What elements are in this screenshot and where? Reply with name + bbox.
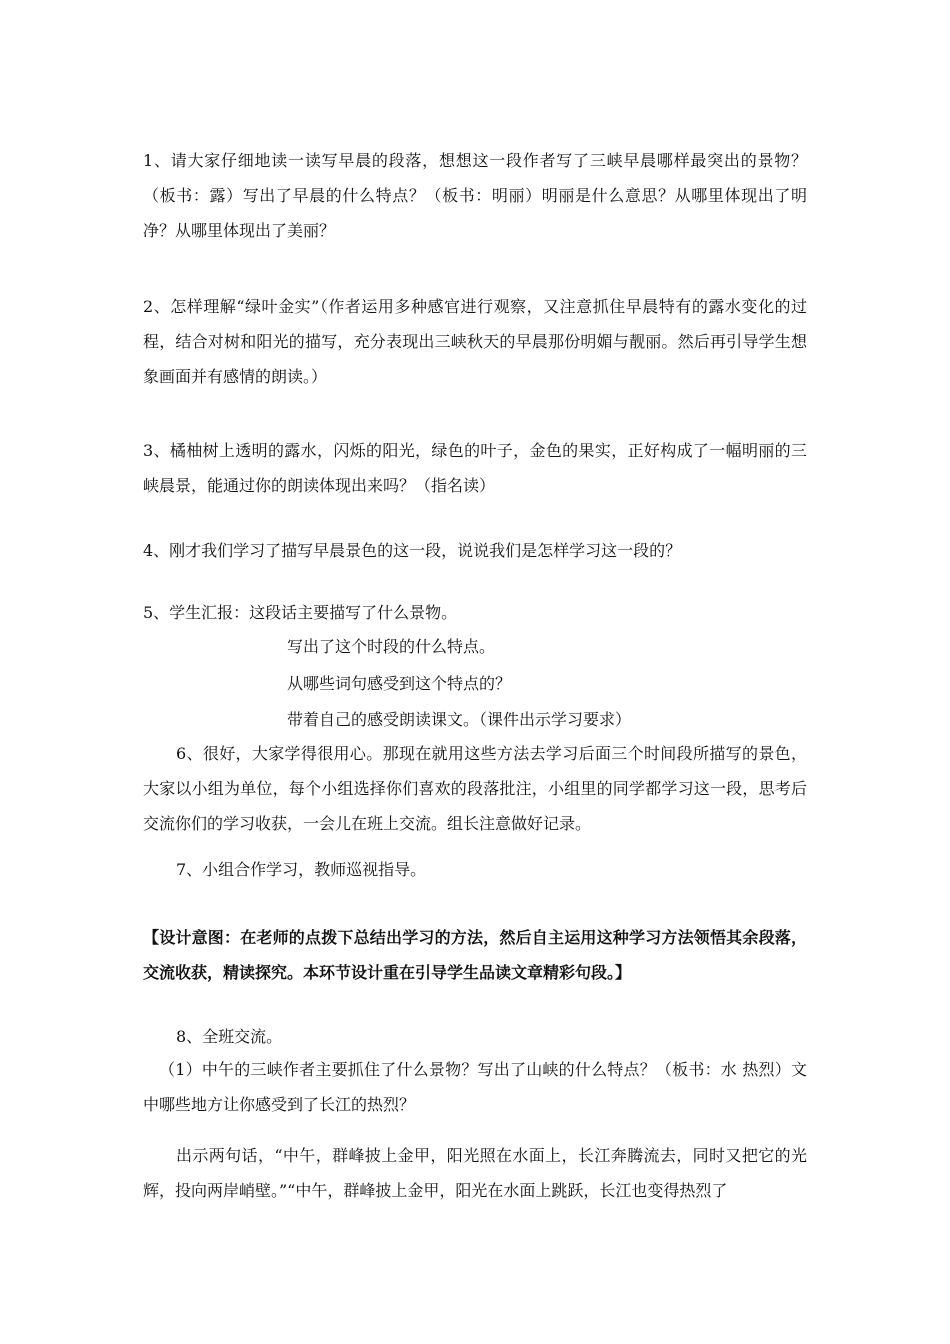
design-intent: 【设计意图：在老师的点拨下总结出学习的方法，然后自主运用这种学习方法领悟其余段落，交流收获，精读探究。本环节设计重在引导学生品读文章精彩句段。】 <box>143 928 807 982</box>
paragraph-8: 8、全班交流。 <box>176 1027 283 1046</box>
paragraph-5-sub-2: 从哪些词句感受到这个特点的？ <box>287 674 512 693</box>
paragraph-5: 5、学生汇报：这段话主要描写了什么景物。 <box>143 603 458 622</box>
paragraph-8-1: （1）中午的三峡作者主要抓住了什么景物？写出了山峡的什么特点？（板书：水 热烈）文中哪些地方让你感受到了长江的热烈？ <box>143 1060 807 1114</box>
paragraph-5-sub-3: 带着自己的感受朗读课文。（课件出示学习要求） <box>287 710 632 729</box>
paragraph-3: 3、橘柚树上透明的露水，闪烁的阳光，绿色的叶子，金色的果实，正好构成了一幅明丽的三峡晨景，能通过你的朗读体现出来吗？（指名读） <box>143 441 807 495</box>
paragraph-1: 1、请大家仔细地读一读写早晨的段落，想想这一段作者写了三峡早晨哪样最突出的景物？（板书：露）写出了早晨的什么特点？（板书：明丽）明丽是什么意思？从哪里体现出了明净？从哪里体现出了美丽？ <box>143 151 807 240</box>
paragraph-2: 2、怎样理解“绿叶金实”（作者运用多种感官进行观察，又注意抓住早晨特有的露水变化的过程，结合对树和阳光的描写，充分表现出三峡秋天的早晨那份明媚与靓丽。然后再引导学生想象画面并有感情的朗读。） <box>143 297 807 386</box>
paragraph-5-sub-1: 写出了这个时段的什么特点。 <box>287 637 496 656</box>
paragraph-6: 6、很好，大家学得很用心。那现在就用这些方法去学习后面三个时间段所描写的景色，大家以小组为单位，每个小组选择你们喜欢的段落批注，小组里的同学都学习这一段，思考后交流你们的学习收获，一会儿在班上交流。组长注意做好记录。 <box>143 744 807 833</box>
paragraph-4: 4、刚才我们学习了描写早晨景色的这一段，说说我们是怎样学习这一段的？ <box>143 541 682 560</box>
paragraph-9: 出示两句话，“中午，群峰披上金甲，阳光照在水面上，长江奔腾流去，同时又把它的光辉，投向两岸峭壁。”“中午，群峰披上金甲，阳光在水面上跳跃，长江也变得热烈了 <box>143 1146 807 1200</box>
paragraph-7: 7、小组合作学习，教师巡视指导。 <box>176 860 427 879</box>
